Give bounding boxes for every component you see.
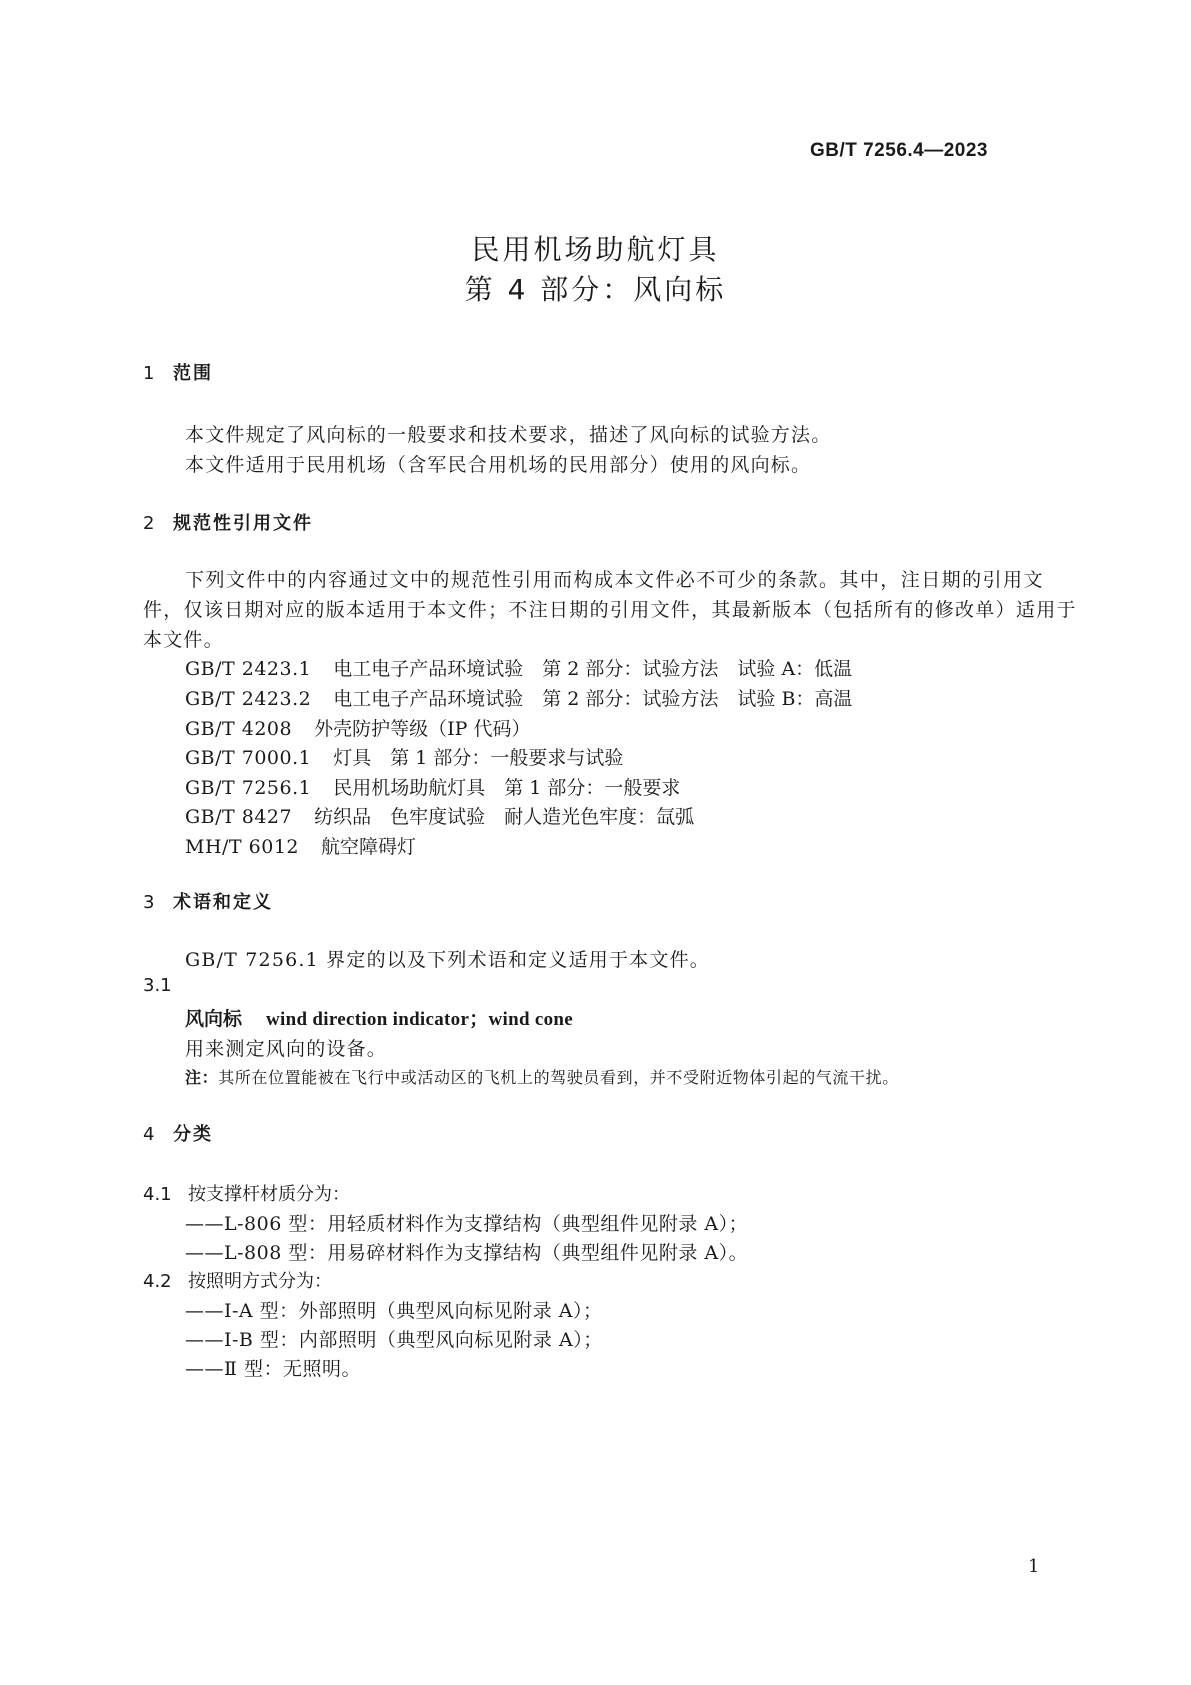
reference-item [185, 684, 852, 711]
term-english: wind direction indicator；wind cone [266, 1009, 574, 1030]
subsection-text: 按支撑杆材质分为： [188, 1184, 350, 1205]
reference-title: 纺织品 色牢度试验 耐人造光色牢度：氙弧 [314, 806, 695, 828]
paragraph: GB/T 7256.1 界定的以及下列术语和定义适用于本文件。 [185, 949, 710, 971]
list-item: ——L-808 型：用易碎材料作为支撑结构（典型组件见附录 A）。 [185, 1242, 749, 1264]
document-title: 民用机场助航灯具 [471, 233, 720, 266]
section-title: 术语和定义 [173, 892, 273, 913]
subsection-number: 4.1 [143, 1184, 172, 1205]
section-number: 3 [143, 892, 155, 913]
section-title: 分类 [173, 1124, 213, 1145]
subsection-number: 3.1 [143, 975, 172, 996]
reference-title: 电工电子产品环境试验 第 2 部分：试验方法 试验 A：低温 [333, 658, 853, 680]
reference-code: GB/T 8427 [185, 806, 293, 828]
reference-code: GB/T 7256.1 [185, 777, 312, 799]
reference-title: 外壳防护等级（IP 代码） [314, 718, 531, 740]
reference-item [185, 743, 623, 770]
document-subtitle: 第 4 部分：风向标 [464, 273, 727, 306]
section-2-heading [143, 509, 313, 535]
reference-code: GB/T 7000.1 [185, 747, 312, 769]
reference-item [185, 654, 852, 681]
reference-title: 灯具 第 1 部分：一般要求与试验 [333, 747, 624, 769]
reference-title: 电工电子产品环境试验 第 2 部分：试验方法 试验 B：高温 [333, 688, 853, 710]
reference-item [185, 802, 694, 829]
note-text: 其所在位置能被在飞行中或活动区的飞机上的驾驶员看到，并不受附近物体引起的气流干扰。 [218, 1068, 899, 1087]
paragraph-line: 件，仅该日期对应的版本适用于本文件；不注日期的引用文件，其最新版本（包括所有的修改单）适用于 [143, 599, 1077, 621]
section-title: 规范性引用文件 [173, 513, 313, 534]
subsection-text: 按照明方式分为： [188, 1271, 332, 1292]
standard-number: GB/T 7256.4—2023 [809, 140, 988, 161]
reference-code: MH/T 6012 [185, 836, 299, 858]
paragraph: 本文件规定了风向标的一般要求和技术要求，描述了风向标的试验方法。 [185, 424, 832, 446]
list-item: ——Ⅰ-A 型：外部照明（典型风向标见附录 A）； [185, 1300, 603, 1322]
section-1-heading [143, 359, 213, 385]
reference-code: GB/T 2423.1 [185, 658, 312, 680]
section-title: 范围 [173, 363, 213, 384]
note [185, 1065, 899, 1088]
list-item: ——L-806 型：用轻质材料作为支撑结构（典型组件见附录 A）； [185, 1213, 749, 1235]
subsection-4-2 [143, 1267, 332, 1293]
section-number: 2 [143, 513, 155, 534]
page-number: 1 [1028, 1556, 1040, 1577]
section-number: 4 [143, 1124, 155, 1145]
reference-item [185, 714, 530, 741]
section-4-heading [143, 1120, 213, 1146]
subsection-4-1 [143, 1180, 350, 1206]
term-chinese: 风向标 [185, 1008, 243, 1030]
reference-item [185, 773, 680, 800]
section-number: 1 [143, 363, 155, 384]
reference-code: GB/T 2423.2 [185, 688, 312, 710]
subsection-number: 4.2 [143, 1271, 172, 1292]
term-definition: 用来测定风向的设备。 [185, 1038, 388, 1060]
term-entry [185, 1004, 573, 1031]
reference-title: 民用机场助航灯具 第 1 部分：一般要求 [333, 777, 681, 799]
note-label: 注： [185, 1068, 219, 1087]
section-3-heading [143, 888, 273, 914]
paragraph-line: 本文件。 [143, 629, 224, 651]
reference-item [185, 832, 416, 859]
list-item: ——Ⅱ 型：无照明。 [185, 1358, 361, 1380]
reference-title: 航空障碍灯 [321, 836, 417, 858]
list-item: ——Ⅰ-B 型：内部照明（典型风向标见附录 A）； [185, 1329, 603, 1351]
paragraph: 本文件适用于民用机场（含军民合用机场的民用部分）使用的风向标。 [185, 454, 812, 476]
reference-code: GB/T 4208 [185, 718, 293, 740]
paragraph-line: 下列文件中的内容通过文中的规范性引用而构成本文件必不可少的条款。其中，注日期的引用文 [185, 569, 1044, 591]
